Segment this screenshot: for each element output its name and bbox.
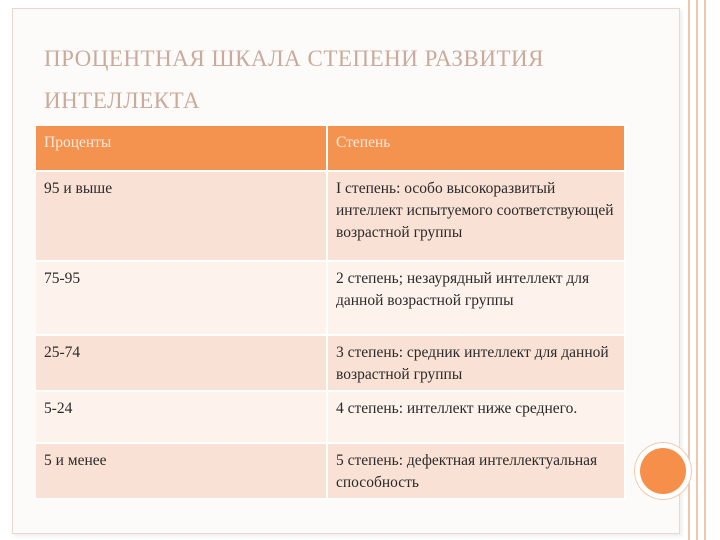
cell-percent: 25-74 xyxy=(36,336,328,392)
decorative-stripe xyxy=(696,0,698,540)
table-row xyxy=(36,172,626,262)
cell-percent: 75-95 xyxy=(36,262,328,336)
table-row xyxy=(36,336,626,392)
decorative-stripe xyxy=(688,0,690,540)
title-line-2: ИНТЕЛЛЕКТА xyxy=(44,88,201,113)
intelligence-scale-table xyxy=(36,126,626,500)
decorative-stripe xyxy=(704,0,706,540)
decorative-circle xyxy=(640,448,686,494)
header-percent: Проценты xyxy=(36,126,328,172)
table-row xyxy=(36,392,626,444)
cell-degree: 5 степень: дефектная интеллектуальная способность xyxy=(328,444,626,500)
cell-degree: 4 степень: интеллект ниже среднего. xyxy=(328,392,626,444)
cell-percent: 5-24 xyxy=(36,392,328,444)
table-row xyxy=(36,444,626,500)
cell-degree: I степень: особо высокоразвитый интеллект испытуемого соответствующей возрастной группы xyxy=(328,172,626,262)
cell-degree: 2 степень; незаурядный интеллект для данной возрастной группы xyxy=(328,262,626,336)
cell-degree: 3 степень: средник интеллект для данной возрастной группы xyxy=(328,336,626,392)
table-header-row xyxy=(36,126,626,172)
slide-title xyxy=(44,38,604,122)
cell-percent: 5 и менее xyxy=(36,444,328,500)
title-line-1: ПРОЦЕНТНАЯ ШКАЛА СТЕПЕНИ РАЗВИТИЯ xyxy=(44,46,544,71)
header-degree: Степень xyxy=(328,126,626,172)
table-row xyxy=(36,262,626,336)
cell-percent: 95 и выше xyxy=(36,172,328,262)
